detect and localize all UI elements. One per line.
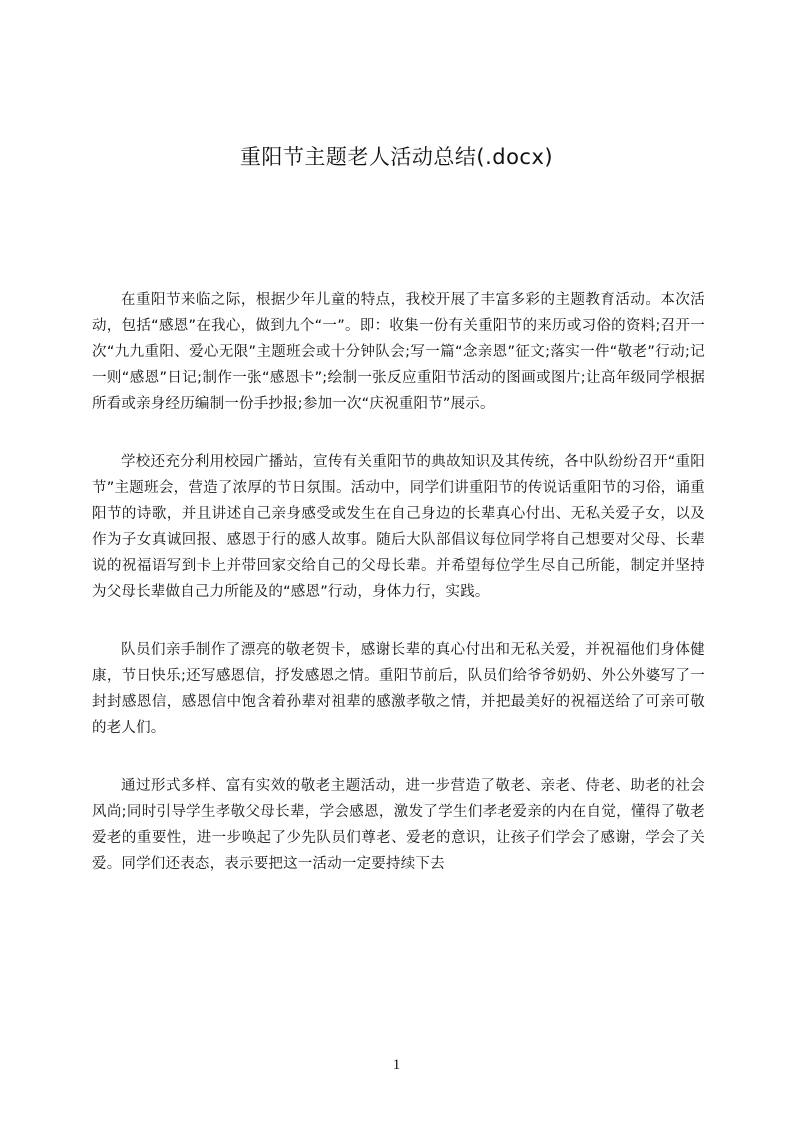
body-paragraph: 学校还充分利用校园广播站，宣传有关重阳节的典故知识及其传统，各中队纷纷召开“重阳节”主题班会，营造了浓厚的节日氛围。活动中，同学们讲重阳节的传说话重阳节的习俗，诵重阳节的诗歌，并且讲述自己亲身感受或发生在自己身边的长辈真心付出、无私关爱子女，以及作为子女真诚回报、感恩于行的感人故事。随后大队部倡议每位同学将自己想要对父母、长辈说的祝福语写到卡上并带回家交给自己的父母长辈。并希望每位学生尽自己所能，制定并坚持为父母长辈做自己力所能及的“感恩”行动，身体力行，实践。 bbox=[92, 454, 705, 600]
body-paragraph: 队员们亲手制作了漂亮的敬老贺卡，感谢长辈的真心付出和无私关爱，并祝福他们身体健康，节日快乐;还写感恩信，抒发感恩之情。重阳节前后，队员们给爷爷奶奶、外公外婆写了一封封感恩信，感恩信中饱含着孙辈对祖辈的感激孝敬之情，并把最美好的祝福送给了可亲可敬的老人们。 bbox=[92, 642, 705, 736]
body-paragraph: 在重阳节来临之际，根据少年儿童的特点，我校开展了丰富多彩的主题教育活动。本次活动，包括“感恩”在我心，做到九个“一”。即：收集一份有关重阳节的来历或习俗的资料;召开一次“九九重阳、爱心无限”主题班会或十分钟队会;写一篇“念亲恩”征文;落实一件“敬老”行动;记一则“感恩”日记;制作一张“感恩卡”;绘制一张反应重阳节活动的图画或图片;让高年级同学根据所看或亲身经历编制一份手抄报;参加一次“庆祝重阳节”展示。 bbox=[92, 292, 705, 412]
body-paragraph: 通过形式多样、富有实效的敬老主题活动，进一步营造了敬老、亲老、侍老、助老的社会风尚;同时引导学生孝敬父母长辈，学会感恩，激发了学生们孝老爱亲的内在自觉，懂得了敬老爱老的重要性，进一步唤起了少先队员们尊老、爱老的意识，让孩子们学会了感谢，学会了关爱。同学们还表态，表示要把这一活动一定要持续下去 bbox=[92, 778, 705, 872]
document-title: 重阳节主题老人活动总结(.docx) bbox=[239, 145, 554, 169]
page-number: 1 bbox=[392, 1057, 401, 1073]
document-body bbox=[92, 287, 705, 909]
